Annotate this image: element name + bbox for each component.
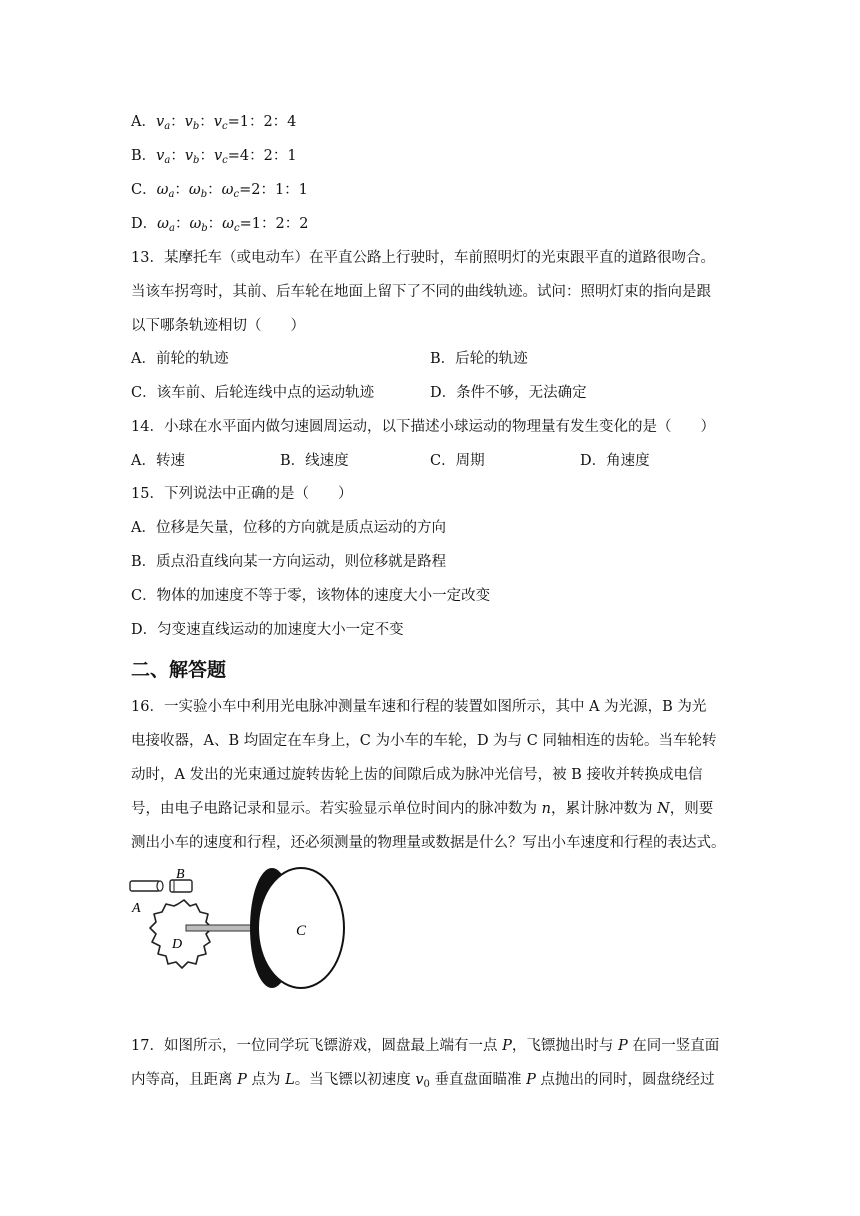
option-label: A． (131, 114, 156, 130)
q15-option-a: A．位移是矢量，位移的方向就是质点运动的方向 (131, 520, 446, 536)
q13-stem-line-3: 以下哪条轨迹相切（ ） (131, 318, 305, 334)
label-c: C (296, 923, 307, 939)
q16-stem-line-2: 电接收器，A、B 均固定在车身上，C 为小车的车轮，D 为与 C 同轴相连的齿轮。当车轮转 (131, 733, 717, 749)
q12-option-d (131, 214, 308, 234)
q16-stem-line-4: 号，由电子电路记录和显示。若实验显示单位时间内的脉冲数为 n，累计脉冲数为 N，则要 (131, 801, 714, 817)
q16-stem-line-1: 16．一实验小车中利用光电脉冲测量车速和行程的装置如图所示，其中 A 为光源，B 为光 (131, 699, 707, 715)
q13-option-a: A．前轮的轨迹 (131, 351, 229, 367)
q13-option-c: C．该车前、后轮连线中点的运动轨迹 (131, 385, 375, 401)
option-formula: $v_a$：$v_b$：$v_c=4$：2：1 (156, 148, 297, 166)
q12-option-a (131, 112, 296, 132)
q17-stem-line-1: 17．如图所示，一位同学玩飞镖游戏，圆盘最上端有一点 P，飞镖抛出时与 P 在同一竖直面 (131, 1038, 720, 1054)
q12-option-b (131, 146, 297, 166)
option-label: D． (131, 216, 158, 232)
option-label: B． (131, 148, 157, 164)
q13-stem-line-2: 当该车拐弯时，其前、后车轮在地面上留下了不同的曲线轨迹。试问：照明灯束的指向是跟 (131, 284, 711, 300)
q13-option-b: B．后轮的轨迹 (430, 351, 528, 367)
q14-option-b: B．线速度 (280, 453, 349, 469)
gear-d (150, 900, 212, 968)
option-formula: $v_a$：$v_b$：$v_c=1$：2：4 (155, 114, 297, 132)
q16-stem-line-5: 测出小车的速度和行程，还必须测量的物理量或数据是什么？写出小车速度和行程的表达式。 (131, 835, 726, 851)
label-a: A (132, 901, 141, 916)
q16-apparatus-figure (126, 860, 346, 990)
q14-option-a: A．转速 (131, 453, 185, 469)
q15-stem: 15．下列说法中正确的是（ ） (131, 486, 353, 502)
light-source-a (130, 881, 163, 891)
q12-option-c (131, 180, 308, 200)
q15-option-d: D．匀变速直线运动的加速度大小一定不变 (131, 622, 404, 638)
option-label: C． (131, 182, 157, 198)
q14-option-c: C．周期 (430, 453, 485, 469)
section-heading: 二、解答题 (131, 659, 227, 681)
option-formula: $\omega_a$：$\omega_b$：$\omega_c=1$：2：2 (157, 216, 309, 234)
label-b: B (176, 867, 185, 882)
q17-stem-line-2: 内等高，且距离 P 点为 L。当飞镖以初速度 $v_0$ 垂直盘面瞄准 P 点抛出的同时，圆盘绕经过 (131, 1072, 715, 1090)
q15-option-c: C．物体的加速度不等于零，该物体的速度大小一定改变 (131, 588, 491, 604)
q14-option-d: D．角速度 (580, 453, 650, 469)
label-d: D (172, 937, 183, 952)
q16-stem-line-3: 动时，A 发出的光束通过旋转齿轮上齿的间隙后成为脉冲光信号，被 B 接收并转换成电信 (131, 767, 703, 783)
option-formula: $\omega_a$：$\omega_b$：$\omega_c=2$：1：1 (156, 182, 308, 200)
q14-stem: 14．小球在水平面内做匀速圆周运动，以下描述小球运动的物理量有发生变化的是（ ） (131, 419, 715, 435)
q13-option-d: D．条件不够，无法确定 (430, 385, 587, 401)
q15-option-b: B．质点沿直线向某一方向运动，则位移就是路程 (131, 554, 447, 570)
q13-stem-line-1: 13．某摩托车（或电动车）在平直公路上行驶时，车前照明灯的光束跟平直的道路很吻合。 (131, 250, 715, 266)
